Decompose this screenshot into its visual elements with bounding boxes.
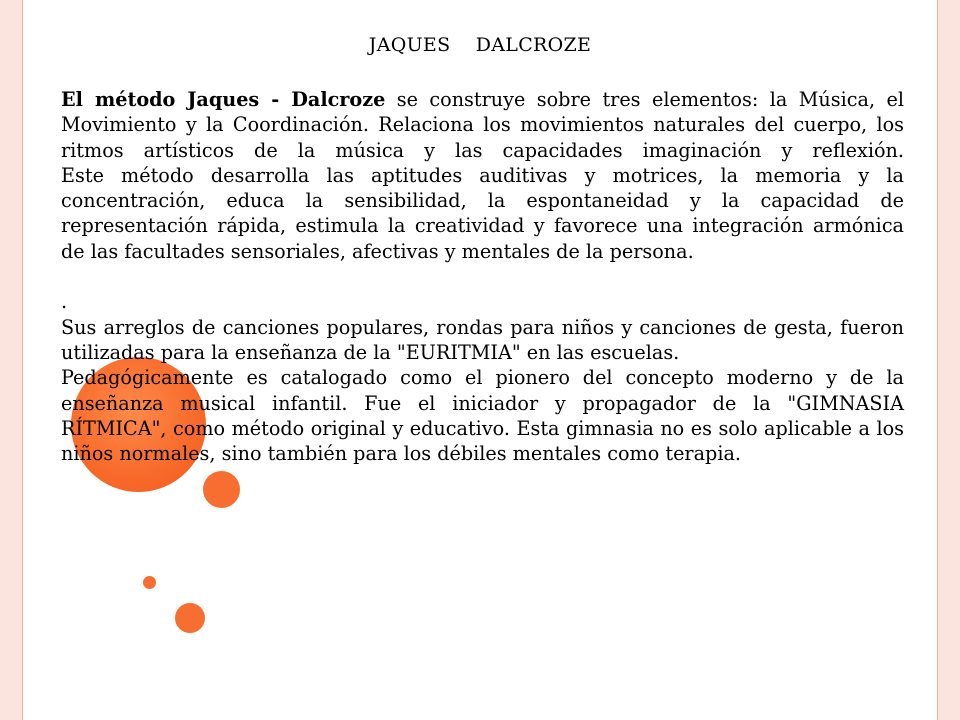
right-side-band (938, 0, 960, 720)
slide-body (61, 87, 904, 466)
paragraph-euritmia: Sus arreglos de canciones populares, rondas para niños y canciones de gesta, fueron utilizadas para la enseñanza de la "EURITMIA" en las escuelas. (61, 315, 904, 364)
dot-line: . (61, 290, 68, 314)
slide-title: JAQUES DALCROZE (368, 34, 592, 56)
paragraph-intro-text: se construye sobre tres elementos: la Música, el Movimiento y la Coordinación. Relaciona los movimientos naturales del cuerpo, los ritmos artísticos de la música y las capacidades imaginación y reflexión. (61, 88, 904, 162)
paragraph-aptitudes: Este método desarrolla las aptitudes auditivas y motrices, la memoria y la concentración, educa la sensibilidad, la espontaneidad y la capacidad de representación rápida, estimula la creatividad y favorece una integración armónica de las facultades sensoriales, afectivas y mentales de la persona. (61, 163, 904, 263)
tiny-orange-circle (143, 576, 156, 589)
paragraph-intro (61, 87, 904, 163)
left-side-band (0, 0, 22, 720)
method-name-bold: El método Jaques - Dalcroze (61, 88, 386, 111)
medium-orange-circle (203, 471, 240, 508)
small-orange-circle (175, 603, 205, 633)
blank-line (61, 264, 904, 289)
paragraph-gimnasia: Pedagógicamente es catalogado como el pionero del concepto moderno y de la enseñanza musical infantil. Fue el iniciador y propagador de la "GIMNASIA RÍTMICA", como método original y educativo. Esta gimnasia no es solo aplicable a los niños normales, sino también para los débiles mentales como terapia. (61, 366, 904, 466)
